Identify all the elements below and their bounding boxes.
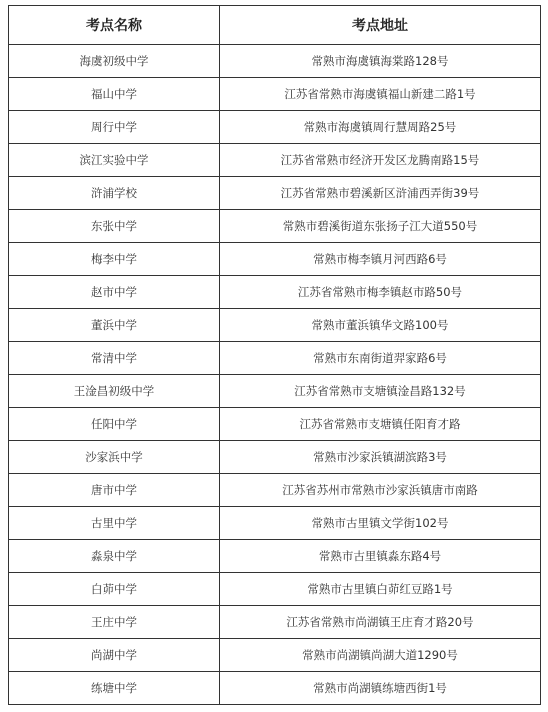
- header-site-address: 考点地址: [220, 6, 541, 45]
- site-name-cell: 梅李中学: [9, 243, 220, 276]
- site-address-cell: 常熟市海虞镇周行慧周路25号: [220, 111, 541, 144]
- site-address-cell: 江苏省常熟市梅李镇赵市路50号: [220, 276, 541, 309]
- table-row: [9, 111, 541, 144]
- site-name-cell: 沙家浜中学: [9, 441, 220, 474]
- table-row: [9, 639, 541, 672]
- site-name-cell: 赵市中学: [9, 276, 220, 309]
- exam-site-table: [8, 5, 541, 705]
- site-name-cell: 淼泉中学: [9, 540, 220, 573]
- table-row: [9, 45, 541, 78]
- site-address-cell: 江苏省常熟市尚湖镇王庄育才路20号: [220, 606, 541, 639]
- table-row: [9, 243, 541, 276]
- site-address-cell: 常熟市古里镇淼东路4号: [220, 540, 541, 573]
- table-header-row: [9, 6, 541, 45]
- site-address-cell: 江苏省常熟市经济开发区龙腾南路15号: [220, 144, 541, 177]
- table-row: [9, 474, 541, 507]
- site-address-cell: 常熟市尚湖镇尚湖大道1290号: [220, 639, 541, 672]
- table-row: [9, 408, 541, 441]
- table-row: [9, 375, 541, 408]
- site-address-cell: 常熟市梅李镇月河西路6号: [220, 243, 541, 276]
- site-address-cell: 江苏省常熟市海虞镇福山新建二路1号: [220, 78, 541, 111]
- table-row: [9, 573, 541, 606]
- site-address-cell: 常熟市尚湖镇练塘西街1号: [220, 672, 541, 705]
- site-name-cell: 尚湖中学: [9, 639, 220, 672]
- site-name-cell: 古里中学: [9, 507, 220, 540]
- site-name-cell: 练塘中学: [9, 672, 220, 705]
- site-name-cell: 东张中学: [9, 210, 220, 243]
- site-address-cell: 常熟市东南街道羿家路6号: [220, 342, 541, 375]
- site-name-cell: 王淦昌初级中学: [9, 375, 220, 408]
- table-row: [9, 309, 541, 342]
- site-address-cell: 江苏省苏州市常熟市沙家浜镇唐市南路: [220, 474, 541, 507]
- site-address-cell: 常熟市古里镇白茆红豆路1号: [220, 573, 541, 606]
- site-name-cell: 常清中学: [9, 342, 220, 375]
- table-row: [9, 78, 541, 111]
- table-row: [9, 540, 541, 573]
- site-address-cell: 常熟市碧溪街道东张扬子江大道550号: [220, 210, 541, 243]
- site-name-cell: 周行中学: [9, 111, 220, 144]
- site-name-cell: 海虞初级中学: [9, 45, 220, 78]
- site-name-cell: 白茆中学: [9, 573, 220, 606]
- site-address-cell: 江苏省常熟市碧溪新区浒浦西弄街39号: [220, 177, 541, 210]
- site-address-cell: 常熟市董浜镇华文路100号: [220, 309, 541, 342]
- site-address-cell: 江苏省常熟市支塘镇任阳育才路: [220, 408, 541, 441]
- table-row: [9, 276, 541, 309]
- table-row: [9, 672, 541, 705]
- site-name-cell: 唐市中学: [9, 474, 220, 507]
- table-row: [9, 144, 541, 177]
- site-address-cell: 常熟市古里镇文学街102号: [220, 507, 541, 540]
- table-row: [9, 507, 541, 540]
- site-name-cell: 任阳中学: [9, 408, 220, 441]
- table-row: [9, 606, 541, 639]
- table-row: [9, 441, 541, 474]
- header-site-name: 考点名称: [9, 6, 220, 45]
- site-name-cell: 王庄中学: [9, 606, 220, 639]
- site-name-cell: 浒浦学校: [9, 177, 220, 210]
- site-address-cell: 常熟市沙家浜镇湖滨路3号: [220, 441, 541, 474]
- table-row: [9, 210, 541, 243]
- site-name-cell: 滨江实验中学: [9, 144, 220, 177]
- site-address-cell: 江苏省常熟市支塘镇淦昌路132号: [220, 375, 541, 408]
- table-row: [9, 342, 541, 375]
- site-name-cell: 董浜中学: [9, 309, 220, 342]
- table-row: [9, 177, 541, 210]
- site-name-cell: 福山中学: [9, 78, 220, 111]
- exam-site-table-container: [8, 5, 540, 705]
- site-address-cell: 常熟市海虞镇海棠路128号: [220, 45, 541, 78]
